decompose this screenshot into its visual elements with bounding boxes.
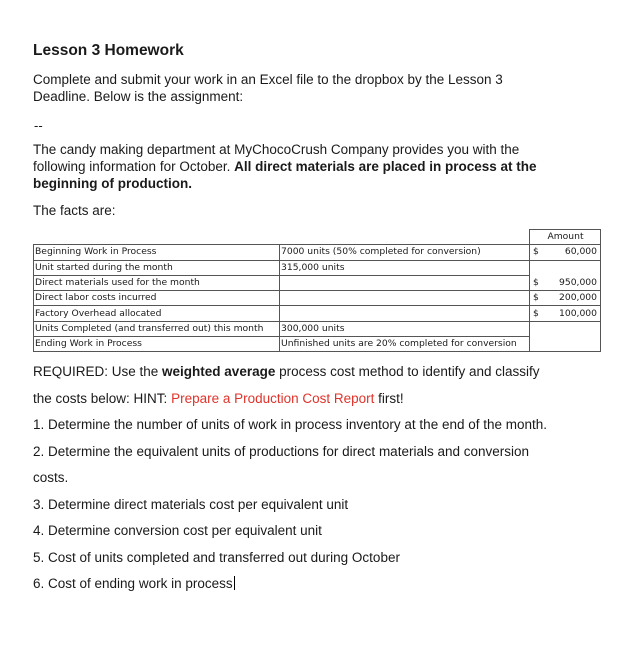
row-currency (530, 321, 542, 336)
row-label: Beginning Work in Process (34, 245, 280, 260)
hint-suffix: first! (374, 390, 404, 406)
hint-link: Prepare a Production Cost Report (171, 390, 375, 406)
table-row (34, 291, 601, 306)
row-amount (542, 321, 601, 336)
row-note: 7000 units (50% completed for conversion) (280, 245, 530, 260)
row-label: Ending Work in Process (34, 337, 280, 352)
table-row (34, 321, 601, 336)
paragraph-bold: All direct materials are placed in process at the beginning of production. (33, 159, 537, 191)
list-item: 4. Determine conversion cost per equivalent unit (33, 523, 322, 538)
list-item: 6. Cost of ending work in process (33, 576, 233, 591)
row-amount: 100,000 (542, 306, 601, 321)
amount-header: Amount (530, 230, 601, 245)
facts-table (33, 229, 601, 352)
row-currency: $ (530, 245, 542, 260)
row-note (280, 291, 530, 306)
row-currency (530, 337, 542, 352)
list-item: costs. (33, 470, 69, 485)
intro-text: Complete and submit your work in an Excel file to the dropbox by the Lesson 3 Deadline. Below is the assignment: (33, 72, 503, 104)
problem-paragraph (33, 141, 573, 192)
list-item: 2. Determine the equivalent units of productions for direct materials and conversion (33, 443, 530, 459)
row-label: Unit started during the month (34, 260, 280, 275)
list-item-last[interactable] (33, 574, 593, 601)
row-currency (530, 260, 542, 275)
required-prefix: REQUIRED: Use the (33, 364, 163, 379)
row-label: Direct labor costs incurred (34, 291, 280, 306)
table-row (34, 337, 601, 352)
row-currency: $ (530, 275, 542, 290)
required-bold: weighted average (162, 364, 276, 379)
row-note: 315,000 units (280, 260, 530, 275)
text-cursor (234, 576, 235, 590)
row-amount: 950,000 (542, 275, 601, 290)
facts-label: The facts are: (33, 203, 116, 218)
table-header-row (34, 230, 601, 245)
table-row (34, 260, 601, 275)
required-suffix: process cost method to identify and classify (275, 364, 540, 379)
row-amount (542, 260, 601, 275)
row-amount (542, 337, 601, 352)
row-label: Direct materials used for the month (34, 275, 280, 290)
page-title: Lesson 3 Homework (33, 42, 184, 59)
table-row (34, 245, 601, 260)
row-label: Factory Overhead allocated (34, 306, 280, 321)
row-note (280, 306, 530, 321)
list-item: 3. Determine direct materials cost per equivalent unit (33, 496, 349, 512)
required-section (33, 362, 593, 601)
row-amount: 60,000 (542, 245, 601, 260)
row-label: Units Completed (and transferred out) this month (34, 321, 280, 336)
required-line-2 (33, 389, 593, 416)
list-item: 1. Determine the number of units of work in process inventory at the end of the month. (33, 417, 548, 432)
list-item: 5. Cost of units completed and transferred out during October (33, 549, 400, 565)
row-amount: 200,000 (542, 291, 601, 306)
required-line-1 (33, 362, 593, 389)
row-note (280, 275, 530, 290)
row-currency: $ (530, 291, 542, 306)
separator: -- (34, 118, 43, 133)
hint-prefix: the costs below: HINT: (33, 390, 172, 406)
table-row (34, 306, 601, 321)
row-note: Unfinished units are 20% completed for conversion (280, 337, 530, 352)
paragraph-text: The candy making department at MyChocoCrush Company provides you with the following information for October. (33, 142, 520, 174)
row-currency: $ (530, 306, 542, 321)
table-row (34, 275, 601, 290)
row-note: 300,000 units (280, 321, 530, 336)
